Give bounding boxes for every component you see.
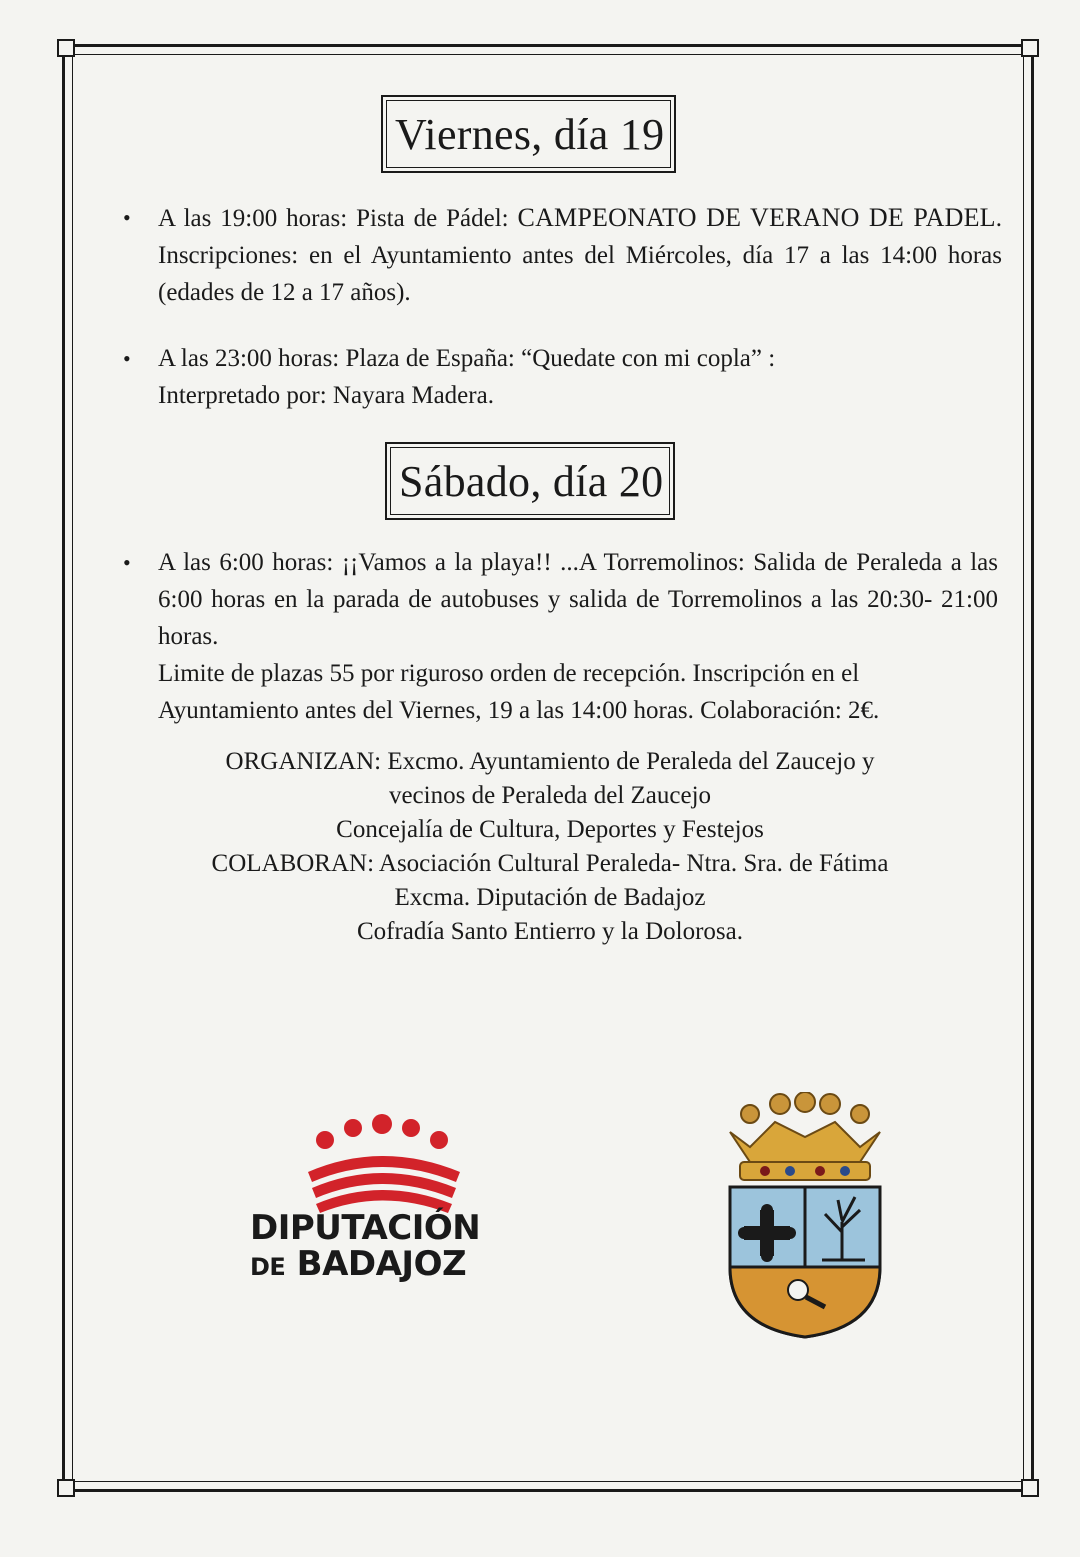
friday-heading-box [381, 95, 676, 173]
event-padel-championship [123, 199, 1002, 311]
diputacion-name: DIPUTACIÓN [250, 1208, 481, 1248]
credits-line: COLABORAN: Asociación Cultural Peraleda- Ntra. Sra. de Fátima [211, 850, 889, 877]
saturday-heading: Sábado, día 20 [390, 447, 670, 515]
credits [110, 745, 990, 949]
credits-line: Concejalía de Cultura, Deportes y Festejos [336, 816, 764, 843]
event-text: A las 19:00 horas: Pista de Pádel: [158, 205, 518, 232]
event-copla [123, 340, 918, 414]
event-text: . Inscripciones: en el Ayuntamiento antes del Miércoles, día 17 a las 14:00 horas (edades de 12 a 17 años). [158, 205, 1002, 306]
credits-line: ORGANIZAN: Excmo. Ayuntamiento de Peraleda del Zaucejo y [225, 748, 875, 775]
border-corner [57, 39, 75, 57]
diputacion-de: DE [250, 1253, 286, 1281]
event-text: A las 23:00 horas: Plaza de España: “Quedate con mi copla” : [158, 345, 776, 372]
saturday-heading-box [385, 442, 675, 520]
friday-heading: Viernes, día 19 [386, 100, 671, 168]
border-corner [1021, 39, 1039, 57]
event-beach-trip [123, 544, 998, 729]
bullet: • [123, 346, 131, 371]
event-performer: Interpretado por: Nayara Madera. [158, 382, 494, 409]
border-corner [57, 1479, 75, 1497]
credits-line: vecinos de Peraleda del Zaucejo [388, 782, 712, 809]
bullet: • [123, 205, 131, 230]
diputacion-wordmark [250, 1210, 490, 1285]
coat-of-arms-icon [710, 1092, 900, 1342]
bullet: • [123, 550, 131, 575]
credits-line: Excma. Diputación de Badajoz [394, 884, 706, 911]
border-corner [1021, 1479, 1039, 1497]
credits-line: Cofradía Santo Entierro y la Dolorosa. [356, 918, 743, 945]
event-title: CAMPEONATO DE VERANO DE PADEL [517, 203, 996, 232]
diputacion-badajoz: BADAJOZ [296, 1244, 467, 1284]
event-conditions: Limite de plazas 55 por riguroso orden de recepción. Inscripción en el Ayuntamiento antes del Viernes, 19 a las 14:00 horas. Colaboración: 2€. [158, 660, 880, 724]
event-text: A las 6:00 horas: ¡¡Vamos a la playa!! ...A Torremolinos: Salida de Peraleda a las 6:00 horas en la parada de autobuses y salida de Torremolinos a las 20:30- 21:00 horas. [158, 549, 998, 650]
